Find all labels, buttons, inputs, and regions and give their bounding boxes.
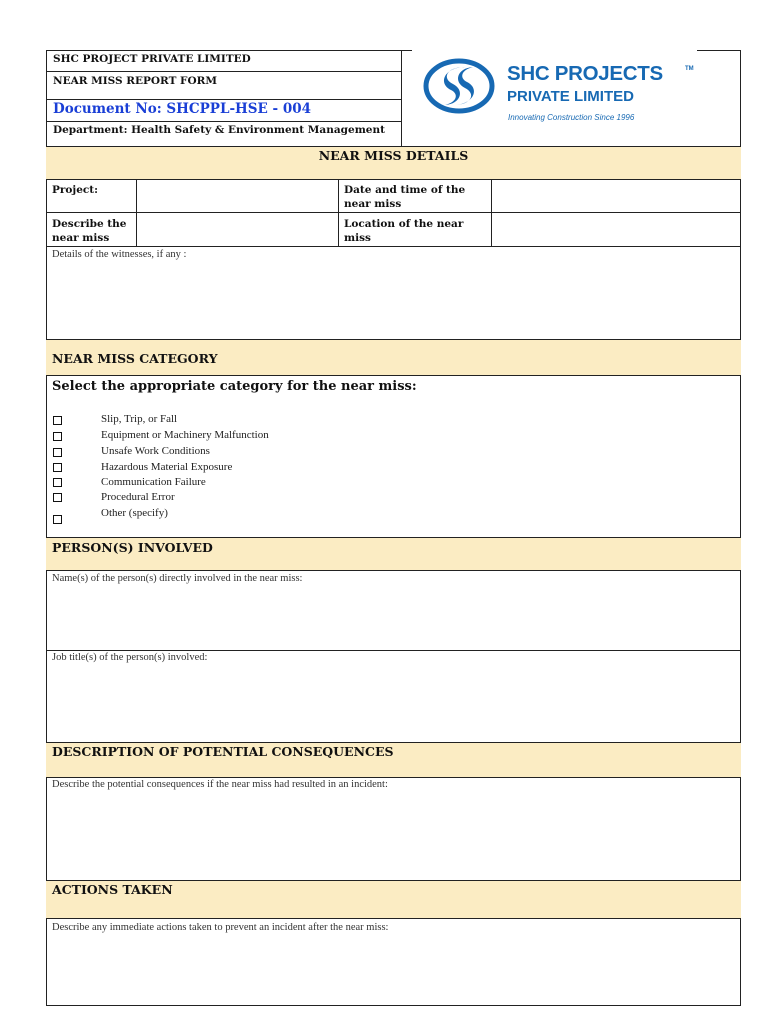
- form-name: NEAR MISS REPORT FORM: [53, 75, 217, 87]
- shc-logo-icon: [423, 58, 495, 114]
- category-section-title: NEAR MISS CATEGORY: [52, 351, 218, 366]
- describe-label: Describe the near miss: [52, 218, 127, 244]
- consequences-field[interactable]: [47, 794, 740, 880]
- persons-section-title: PERSON(S) INVOLVED: [52, 540, 213, 555]
- witnesses-field[interactable]: [47, 264, 740, 338]
- person-names-label: Name(s) of the person(s) directly involved in the near miss:: [52, 573, 303, 584]
- divider: [46, 650, 741, 651]
- logo-title: SHC PROJECTS: [507, 62, 663, 85]
- actions-section-title: ACTIONS TAKEN: [52, 882, 173, 897]
- person-names-field[interactable]: [47, 588, 740, 650]
- job-titles-label: Job title(s) of the person(s) involved:: [52, 652, 208, 663]
- checkbox-hazardous-exposure[interactable]: [53, 463, 62, 472]
- category-label: Other (specify): [101, 507, 168, 519]
- category-label: Slip, Trip, or Fall: [101, 413, 178, 425]
- checkbox-other[interactable]: [53, 515, 62, 524]
- actions-field[interactable]: [47, 938, 740, 1004]
- category-label: Procedural Error: [101, 491, 175, 503]
- project-field[interactable]: [137, 181, 338, 212]
- form-bottom-border: [46, 1005, 741, 1006]
- company-name: SHC PROJECT PRIVATE LIMITED: [53, 53, 251, 65]
- location-label: Location of the near miss: [344, 218, 464, 244]
- checkbox-communication-failure[interactable]: [53, 478, 62, 487]
- details-section-title: NEAR MISS DETAILS: [318, 148, 469, 163]
- consequences-section-title: DESCRIPTION OF POTENTIAL CONSEQUENCES: [52, 744, 394, 759]
- logo-trademark: TM: [685, 66, 694, 72]
- checkbox-procedural-error[interactable]: [53, 493, 62, 502]
- datetime-field[interactable]: [492, 181, 740, 212]
- logo-tagline: Innovating Construction Since 1996: [508, 113, 635, 122]
- datetime-label: Date and time of the near miss: [344, 184, 466, 210]
- project-label: Project:: [52, 184, 99, 196]
- describe-field[interactable]: [137, 213, 338, 246]
- witnesses-label: Details of the witnesses, if any :: [52, 249, 187, 260]
- checkbox-unsafe-conditions[interactable]: [53, 448, 62, 457]
- logo-subtitle: PRIVATE LIMITED: [507, 88, 634, 105]
- category-prompt: Select the appropriate category for the near miss:: [52, 379, 417, 394]
- consequences-label: Describe the potential consequences if the near miss had resulted in an incident:: [52, 779, 388, 790]
- job-titles-field[interactable]: [47, 668, 740, 742]
- category-label: Hazardous Material Exposure: [101, 461, 233, 473]
- category-label: Communication Failure: [101, 476, 206, 488]
- category-label: Equipment or Machinery Malfunction: [101, 429, 269, 441]
- department: Department: Health Safety & Environment Management: [53, 124, 385, 136]
- category-label: Unsafe Work Conditions: [101, 445, 210, 457]
- checkbox-slip-trip-fall[interactable]: [53, 416, 62, 425]
- document-number: Document No: SHCPPL-HSE - 004: [53, 101, 312, 117]
- checkbox-equipment-malfunction[interactable]: [53, 432, 62, 441]
- location-field[interactable]: [492, 213, 740, 246]
- form-right-border: [740, 146, 741, 1006]
- actions-label: Describe any immediate actions taken to prevent an incident after the near miss:: [52, 922, 389, 933]
